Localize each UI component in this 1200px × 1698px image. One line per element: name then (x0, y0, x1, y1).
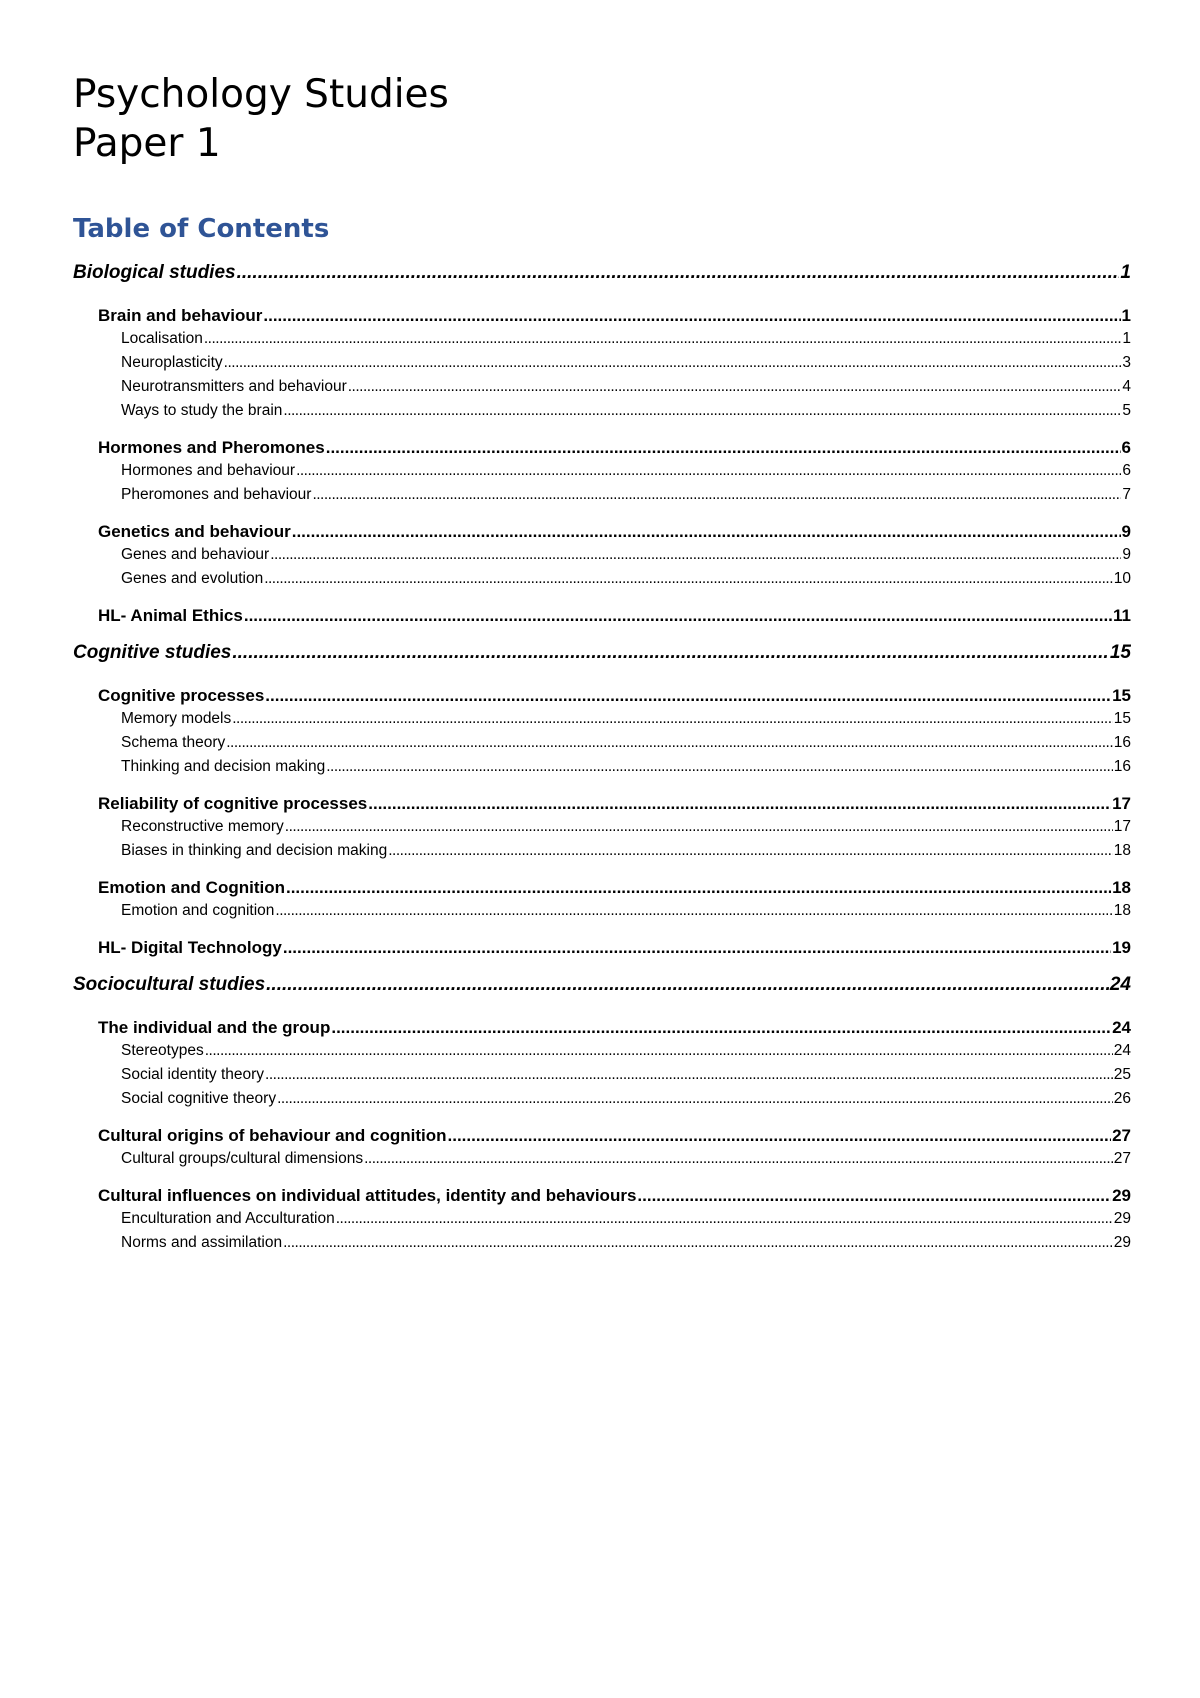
toc-entry[interactable] (73, 642, 1131, 664)
toc-entry-title: Emotion and cognition (121, 902, 275, 919)
toc-entry-page-number: 27 (1113, 1150, 1131, 1167)
toc-entry-title: Reliability of cognitive processes (98, 794, 368, 813)
toc-dot-leader (263, 306, 1120, 326)
toc-entry[interactable] (121, 1210, 1131, 1228)
toc-dot-leader (368, 794, 1111, 814)
toc-entry-title: Memory models (121, 710, 232, 727)
toc-entry-title: Neurotransmitters and behaviour (121, 378, 347, 395)
toc-dot-leader (448, 1126, 1112, 1146)
toc-entry-title: Cultural origins of behaviour and cognition (98, 1126, 447, 1145)
toc-entry[interactable] (121, 902, 1131, 920)
toc-entry[interactable] (121, 1066, 1131, 1084)
toc-dot-leader (244, 606, 1112, 626)
toc-entry-page-number: 17 (1112, 794, 1131, 813)
toc-entry-page-number: 15 (1113, 710, 1131, 727)
toc-dot-leader (275, 902, 1112, 920)
toc-entry[interactable] (121, 842, 1131, 860)
toc-entry-title: Reconstructive memory (121, 818, 284, 835)
document-title (73, 70, 449, 168)
toc-entry-page-number: 1 (1122, 330, 1131, 347)
toc-entry-page-number: 6 (1122, 462, 1131, 479)
toc-entry-page-number: 3 (1122, 354, 1131, 371)
toc-entry[interactable] (121, 486, 1131, 504)
toc-entry-page-number: 15 (1112, 686, 1131, 705)
toc-entry[interactable] (121, 1090, 1131, 1108)
toc-dot-leader (336, 1210, 1113, 1228)
toc-entry-page-number: 17 (1113, 818, 1131, 835)
toc-entry[interactable] (98, 938, 1131, 958)
toc-entry[interactable] (121, 330, 1131, 348)
toc-entry-page-number: 1 (1121, 306, 1131, 325)
toc-dot-leader (348, 378, 1122, 396)
toc-entry-title: Neuroplasticity (121, 354, 223, 371)
toc-entry[interactable] (98, 438, 1131, 458)
toc-dot-leader (205, 1042, 1113, 1060)
toc-entry-page-number: 27 (1112, 1126, 1131, 1145)
toc-entry-page-number: 24 (1113, 1042, 1131, 1059)
document-title-line-1: Psychology Studies (73, 72, 449, 117)
toc-entry[interactable] (98, 794, 1131, 814)
toc-dot-leader (637, 1186, 1111, 1206)
toc-entry-title: Social identity theory (121, 1066, 265, 1083)
toc-dot-leader (224, 354, 1122, 372)
toc-entry-title: Hormones and behaviour (121, 462, 296, 479)
toc-entry-page-number: 29 (1113, 1210, 1131, 1227)
toc-dot-leader (286, 878, 1111, 898)
toc-entry[interactable] (121, 378, 1131, 396)
toc-dot-leader (270, 546, 1121, 564)
toc-entry[interactable] (98, 878, 1131, 898)
toc-entry-title: Cognitive studies (73, 642, 232, 663)
toc-dot-leader (296, 462, 1121, 480)
toc-entry-title: Biases in thinking and decision making (121, 842, 388, 859)
toc-entry-title: Cultural groups/cultural dimensions (121, 1150, 364, 1167)
toc-entry-title: Norms and assimilation (121, 1234, 283, 1251)
toc-entry-page-number: 16 (1113, 734, 1131, 751)
toc-entry-title: Genes and evolution (121, 570, 264, 587)
toc-entry-title: The individual and the group (98, 1018, 331, 1037)
toc-entry-page-number: 10 (1113, 570, 1131, 587)
toc-dot-leader (326, 758, 1113, 776)
toc-entry[interactable] (121, 1042, 1131, 1060)
toc-entry[interactable] (98, 606, 1131, 626)
toc-entry[interactable] (98, 306, 1131, 326)
toc-entry[interactable] (121, 710, 1131, 728)
toc-dot-leader (232, 710, 1113, 728)
toc-entry[interactable] (98, 1018, 1131, 1038)
toc-entry-title: HL- Animal Ethics (98, 606, 243, 625)
toc-entry-title: Genetics and behaviour (98, 522, 291, 541)
toc-entry-page-number: 16 (1113, 758, 1131, 775)
toc-entry[interactable] (98, 1186, 1131, 1206)
toc-dot-leader (292, 522, 1121, 542)
toc-entry-page-number: 5 (1122, 402, 1131, 419)
toc-dot-leader (283, 402, 1121, 420)
toc-dot-leader (204, 330, 1122, 348)
toc-dot-leader (364, 1150, 1113, 1168)
toc-entry-page-number: 24 (1112, 1018, 1131, 1037)
toc-dot-leader (265, 1066, 1113, 1084)
toc-entry-title: Schema theory (121, 734, 226, 751)
toc-entry-page-number: 15 (1109, 642, 1131, 663)
toc-dot-leader (264, 570, 1113, 588)
toc-dot-leader (266, 974, 1109, 996)
toc-dot-leader (285, 818, 1113, 836)
toc-entry-title: Sociocultural studies (73, 974, 266, 995)
toc-entry-title: Enculturation and Acculturation (121, 1210, 335, 1227)
toc-entry[interactable] (98, 1126, 1131, 1146)
toc-entry[interactable] (121, 1150, 1131, 1168)
toc-entry-page-number: 9 (1121, 522, 1131, 541)
toc-entry-page-number: 1 (1120, 262, 1131, 283)
toc-entry-title: HL- Digital Technology (98, 938, 282, 957)
toc-entry-page-number: 24 (1109, 974, 1131, 995)
toc-entry-page-number: 29 (1113, 1234, 1131, 1251)
toc-entry-page-number: 29 (1112, 1186, 1131, 1205)
toc-dot-leader (265, 686, 1111, 706)
toc-entry-page-number: 25 (1113, 1066, 1131, 1083)
toc-entry-page-number: 9 (1122, 546, 1131, 563)
toc-entry-title: Brain and behaviour (98, 306, 263, 325)
toc-entry-page-number: 26 (1113, 1090, 1131, 1107)
toc-entry-title: Social cognitive theory (121, 1090, 277, 1107)
toc-entry[interactable] (121, 462, 1131, 480)
toc-entry-title: Stereotypes (121, 1042, 204, 1059)
toc-entry-title: Emotion and Cognition (98, 878, 285, 897)
toc-entry-title: Genes and behaviour (121, 546, 270, 563)
toc-entry[interactable] (121, 1234, 1131, 1252)
toc-entry-page-number: 7 (1122, 486, 1131, 503)
toc-dot-leader (283, 938, 1111, 958)
toc-entry-page-number: 11 (1113, 606, 1131, 625)
toc-dot-leader (232, 642, 1109, 664)
toc-entry-title: Pheromones and behaviour (121, 486, 312, 503)
toc-entry-title: Thinking and decision making (121, 758, 326, 775)
toc-dot-leader (312, 486, 1121, 504)
toc-entry-page-number: 18 (1112, 878, 1131, 897)
toc-entry[interactable] (98, 686, 1131, 706)
toc-dot-leader (226, 734, 1113, 752)
document-title-line-2: Paper 1 (73, 121, 221, 166)
toc-entry-page-number: 18 (1113, 902, 1131, 919)
toc-entry-page-number: 19 (1112, 938, 1131, 957)
toc-dot-leader (331, 1018, 1111, 1038)
toc-entry[interactable] (98, 522, 1131, 542)
toc-entry-title: Hormones and Pheromones (98, 438, 325, 457)
toc-dot-leader (388, 842, 1113, 860)
toc-dot-leader (277, 1090, 1113, 1108)
toc-entry[interactable] (121, 354, 1131, 372)
toc-entry-title: Cognitive processes (98, 686, 265, 705)
toc-entry[interactable] (121, 546, 1131, 564)
toc-entry-title: Biological studies (73, 262, 236, 283)
toc-entry[interactable] (121, 758, 1131, 776)
toc-entry[interactable] (121, 734, 1131, 752)
toc-entry-page-number: 6 (1121, 438, 1131, 457)
toc-dot-leader (283, 1234, 1113, 1252)
toc-dot-leader (237, 262, 1120, 284)
toc-entry-page-number: 18 (1113, 842, 1131, 859)
toc-entry[interactable] (121, 570, 1131, 588)
toc-entry-title: Localisation (121, 330, 203, 347)
toc-entry[interactable] (121, 818, 1131, 836)
toc-entry[interactable] (73, 262, 1131, 284)
toc-entry[interactable] (73, 974, 1131, 996)
toc-dot-leader (326, 438, 1121, 458)
toc-entry-title: Cultural influences on individual attitudes, identity and behaviours (98, 1186, 637, 1205)
toc-heading: Table of Contents (73, 214, 330, 244)
toc-entry[interactable] (121, 402, 1131, 420)
toc-entry-page-number: 4 (1122, 378, 1131, 395)
toc-entry-title: Ways to study the brain (121, 402, 283, 419)
